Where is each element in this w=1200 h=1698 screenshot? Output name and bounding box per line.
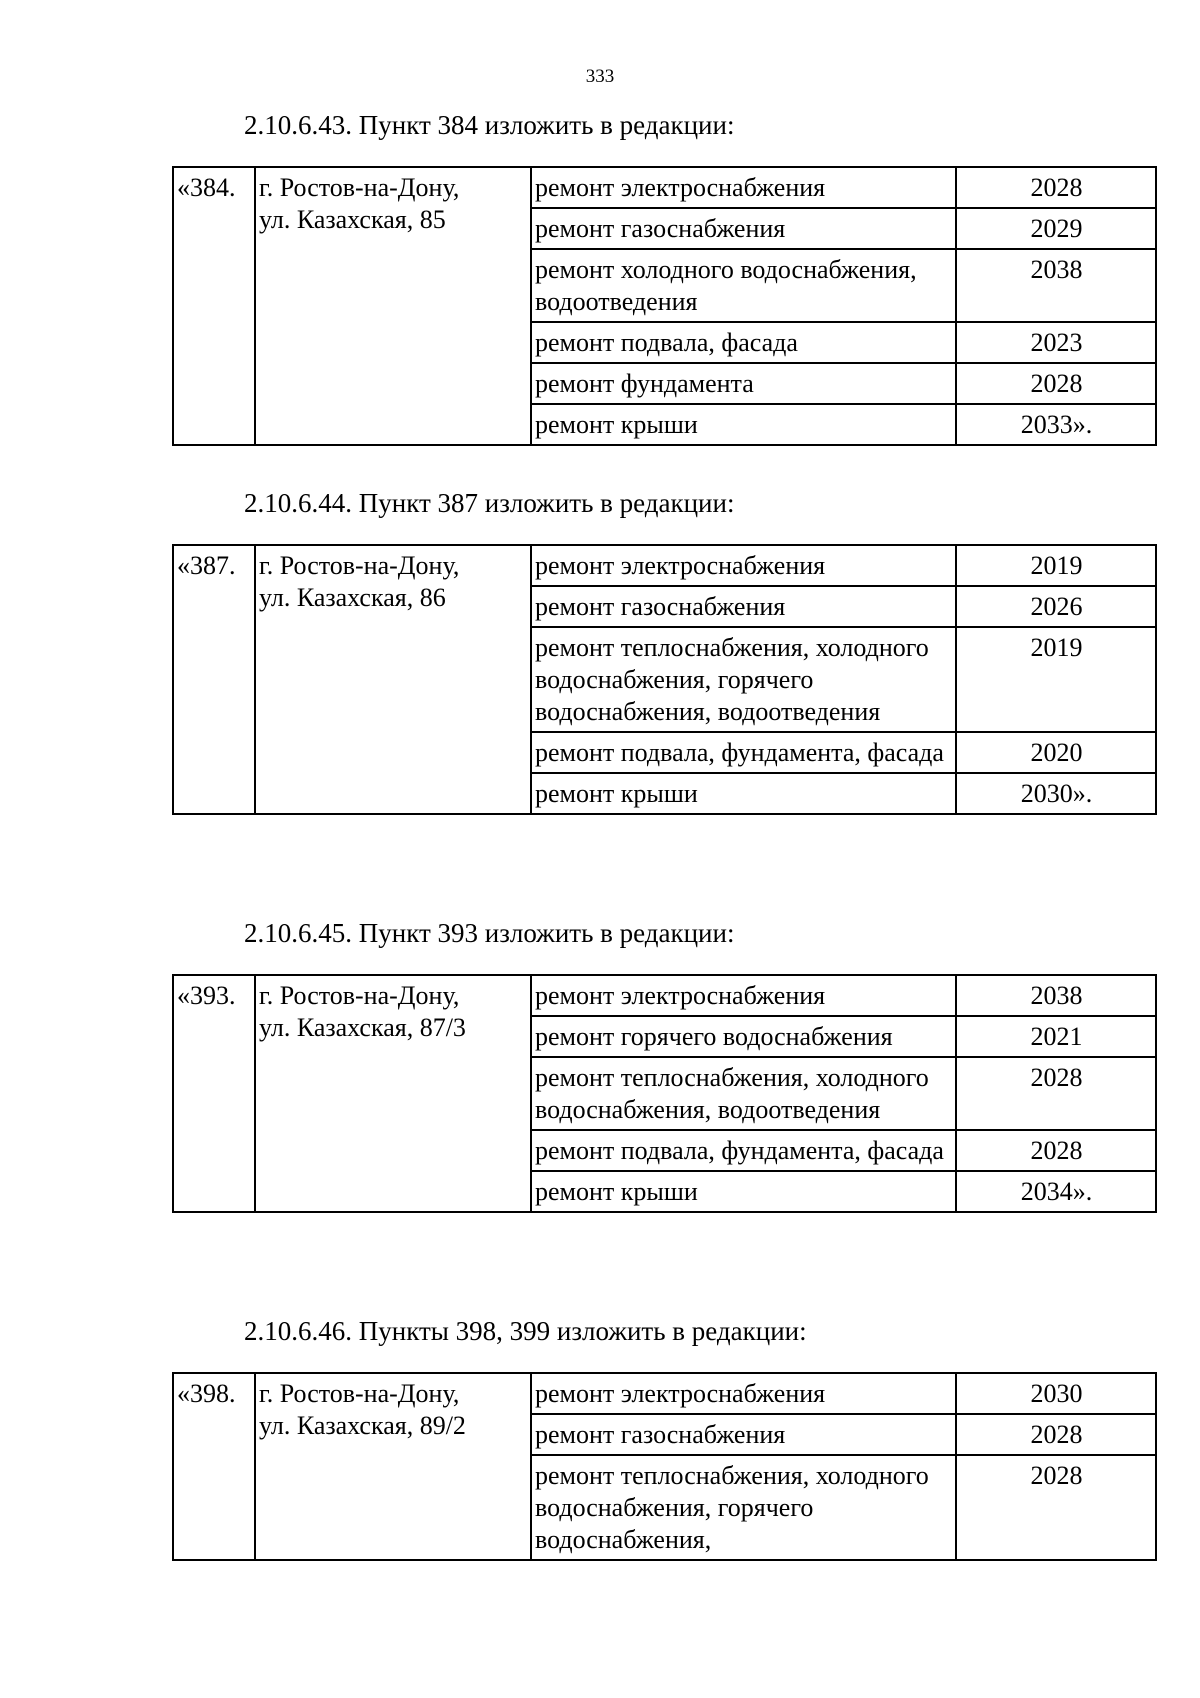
amendment-table <box>172 974 1157 1213</box>
year: 2038 <box>956 975 1156 1016</box>
work-type: ремонт электроснабжения <box>531 167 956 208</box>
year: 2028 <box>956 1414 1156 1455</box>
address-street: ул. Казахская, 85 <box>259 205 446 234</box>
work-type: ремонт газоснабжения <box>531 208 956 249</box>
year: 2020 <box>956 732 1156 773</box>
year: 2021 <box>956 1016 1156 1057</box>
work-type: ремонт электроснабжения <box>531 545 956 586</box>
work-type: ремонт крыши <box>531 773 956 814</box>
work-type: ремонт горячего водоснабжения <box>531 1016 956 1057</box>
year: 2026 <box>956 586 1156 627</box>
address-street: ул. Казахская, 86 <box>259 583 446 612</box>
address-city: г. Ростов-на-Дону, <box>259 981 460 1010</box>
item-number: «398. <box>173 1373 255 1560</box>
year: 2030 <box>956 1373 1156 1414</box>
amendment-section <box>172 488 1155 815</box>
table-row <box>173 1373 1156 1414</box>
address-city: г. Ростов-на-Дону, <box>259 551 460 580</box>
work-type: ремонт фундамента <box>531 363 956 404</box>
address-cell <box>255 975 531 1212</box>
section-heading: 2.10.6.45. Пункт 393 изложить в редакции: <box>244 918 735 948</box>
work-type: ремонт подвала, фасада <box>531 322 956 363</box>
amendment-section <box>172 110 1155 446</box>
item-number: «387. <box>173 545 255 814</box>
amendment-table <box>172 544 1157 815</box>
page-number: 333 <box>585 66 615 87</box>
year: 2038 <box>956 249 1156 322</box>
amendment-table <box>172 1372 1157 1561</box>
year: 2019 <box>956 627 1156 732</box>
address-street: ул. Казахская, 89/2 <box>259 1411 466 1440</box>
work-type: ремонт крыши <box>531 1171 956 1212</box>
address-cell <box>255 545 531 814</box>
amendment-table <box>172 166 1157 446</box>
table-row <box>173 545 1156 586</box>
work-type: ремонт теплоснабжения, холодного водоснабжения, горячего водоснабжения, <box>531 1455 956 1560</box>
year: 2033». <box>956 404 1156 445</box>
amendment-section <box>172 1316 1155 1561</box>
address-city: г. Ростов-на-Дону, <box>259 173 460 202</box>
work-type: ремонт газоснабжения <box>531 586 956 627</box>
address-street: ул. Казахская, 87/3 <box>259 1013 466 1042</box>
work-type: ремонт подвала, фундамента, фасада <box>531 732 956 773</box>
work-type: ремонт газоснабжения <box>531 1414 956 1455</box>
year: 2023 <box>956 322 1156 363</box>
amendment-section <box>172 918 1155 1213</box>
item-number: «393. <box>173 975 255 1212</box>
year: 2028 <box>956 1057 1156 1130</box>
year: 2034». <box>956 1171 1156 1212</box>
year: 2030». <box>956 773 1156 814</box>
year: 2029 <box>956 208 1156 249</box>
work-type: ремонт теплоснабжения, холодного водоснабжения, водоотведения <box>531 1057 956 1130</box>
address-cell <box>255 1373 531 1560</box>
work-type: ремонт электроснабжения <box>531 975 956 1016</box>
address-city: г. Ростов-на-Дону, <box>259 1379 460 1408</box>
work-type: ремонт подвала, фундамента, фасада <box>531 1130 956 1171</box>
year: 2028 <box>956 1455 1156 1560</box>
section-heading: 2.10.6.43. Пункт 384 изложить в редакции: <box>244 110 735 140</box>
year: 2019 <box>956 545 1156 586</box>
year: 2028 <box>956 167 1156 208</box>
table-row <box>173 167 1156 208</box>
work-type: ремонт электроснабжения <box>531 1373 956 1414</box>
item-number: «384. <box>173 167 255 445</box>
work-type: ремонт крыши <box>531 404 956 445</box>
year: 2028 <box>956 1130 1156 1171</box>
table-row <box>173 975 1156 1016</box>
work-type: ремонт теплоснабжения, холодного водоснабжения, горячего водоснабжения, водоотведения <box>531 627 956 732</box>
year: 2028 <box>956 363 1156 404</box>
section-heading: 2.10.6.46. Пункты 398, 399 изложить в редакции: <box>244 1316 807 1346</box>
section-heading: 2.10.6.44. Пункт 387 изложить в редакции: <box>244 488 735 518</box>
address-cell <box>255 167 531 445</box>
work-type: ремонт холодного водоснабжения, водоотведения <box>531 249 956 322</box>
